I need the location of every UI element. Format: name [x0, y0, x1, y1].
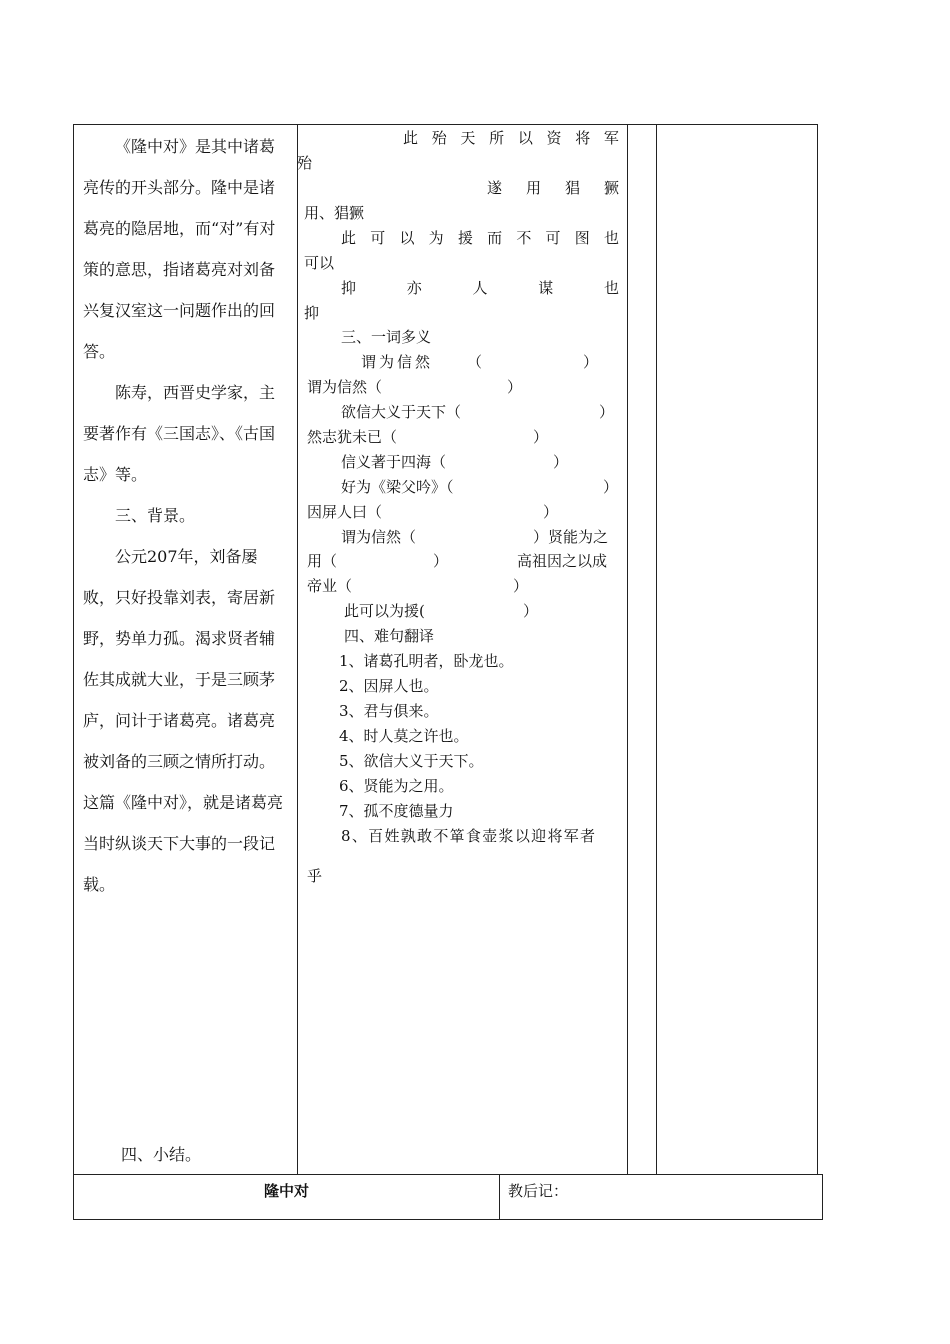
- translation-item: 2、因屏人也。: [339, 677, 439, 695]
- left-column: [83, 126, 289, 1164]
- column-divider: [627, 124, 628, 1175]
- vocab-char: 遂: [487, 179, 503, 197]
- translation-item: 1、诸葛孔明者，卧龙也。: [339, 652, 514, 670]
- polysemy-item: 欲信大义于天下（: [341, 403, 462, 421]
- close-paren: ）: [433, 552, 449, 570]
- polysemy-item: 谓为信然: [361, 353, 434, 371]
- vocab-text: [403, 128, 619, 148]
- vocab-char: 谋: [538, 279, 554, 297]
- vocab-answer: 抑: [304, 304, 320, 322]
- vocab-text: [487, 178, 619, 198]
- author-paragraph: 陈寿，西晋史学家，主要著作有《三国志》、《古国志》等。: [83, 383, 276, 484]
- background-paragraph: 公元207年，刘备屡败，只好投靠刘表，寄居新野，势单力孤。渴求贤者辅佐其成就大业，于是三顾茅庐，问计于诸葛亮。诸葛亮被刘备的三顾之情所打动。这篇《隆中对》，就是诸葛亮当时纵谈天下大事的一段记载。: [83, 547, 284, 894]
- polysemy-item: 好为《梁父吟》（: [341, 478, 454, 496]
- vocab-text: [341, 228, 619, 248]
- vocab-char: 为: [428, 229, 444, 247]
- vocab-char: 也: [603, 279, 619, 297]
- polysemy-item: 用（: [307, 552, 338, 570]
- vocab-char: 人: [472, 279, 488, 297]
- vocab-char: 资: [546, 129, 562, 147]
- vocab-text: [341, 278, 619, 298]
- vocab-char: 可: [545, 229, 561, 247]
- polysemy-item: 帝业（: [307, 577, 353, 595]
- vocab-char: 天: [460, 129, 476, 147]
- vocab-line: [341, 278, 619, 298]
- vocab-char: 亦: [406, 279, 422, 297]
- translation-item-end: 乎: [307, 867, 323, 885]
- vocab-char: 以: [399, 229, 415, 247]
- summary-heading: 四、小结。: [121, 1145, 202, 1164]
- translation-item: 4、时人莫之许也。: [339, 727, 469, 745]
- vocab-char: 獗: [603, 179, 619, 197]
- vocab-char: 也: [603, 229, 619, 247]
- open-paren: （: [467, 353, 483, 371]
- close-paren: ）: [533, 428, 549, 446]
- vocab-answer: 用、猖獗: [304, 204, 365, 222]
- vocab-char: 用: [525, 179, 541, 197]
- intro-paragraph: 《隆中对》是其中诸葛亮传的开头部分。隆中是诸葛亮的隐居地，而“对”有对策的意思，指诸葛亮对刘备兴复汉室这一问题作出的回答。: [83, 137, 276, 361]
- polysemy-heading: 三、一词多义: [341, 328, 432, 346]
- close-paren: ）: [513, 577, 529, 595]
- column-divider: [499, 1175, 500, 1219]
- lesson-title: 隆中对: [263, 1182, 309, 1200]
- vocab-answer: 殆: [297, 154, 313, 172]
- vocab-char: 所: [489, 129, 505, 147]
- polysemy-item: 此可以为援(: [344, 602, 425, 620]
- vocab-char: 殆: [431, 129, 447, 147]
- vocab-char: 而: [487, 229, 503, 247]
- close-paren: ）: [553, 453, 569, 471]
- column-divider: [297, 124, 298, 1175]
- post-lesson-note-label: 教后记：: [508, 1182, 569, 1200]
- close-paren: ）: [543, 503, 559, 521]
- background-heading: 三、背景。: [115, 506, 196, 525]
- vocab-line: [403, 128, 619, 148]
- translation-item: 8、百姓孰敢不箪食壶浆以迎将军者: [341, 827, 597, 845]
- vocab-char: 援: [457, 229, 473, 247]
- translation-item: 7、孤不度德量力: [339, 802, 454, 820]
- vocab-answer: 可以: [304, 254, 335, 272]
- polysemy-item: ）贤能为之: [533, 528, 609, 546]
- polysemy-item: 高祖因之以成: [517, 552, 608, 570]
- vocab-char: 图: [574, 229, 590, 247]
- close-paren: ）: [523, 602, 539, 620]
- close-paren: ）: [507, 378, 523, 396]
- vocab-char: 此: [403, 129, 419, 147]
- translation-item: 3、君与俱来。: [339, 702, 439, 720]
- vocab-line: [487, 178, 619, 198]
- polysemy-item: 谓为信然（: [341, 528, 417, 546]
- polysemy-item: 谓为信然（: [307, 378, 383, 396]
- vocab-char: 军: [603, 129, 619, 147]
- close-paren: ）: [599, 403, 615, 421]
- close-paren: ）: [583, 353, 599, 371]
- polysemy-item: 因屏人曰（: [307, 503, 383, 521]
- polysemy-item: 信义著于四海（: [341, 453, 447, 471]
- close-paren: ）: [603, 478, 619, 496]
- vocab-char: 猖: [564, 179, 580, 197]
- translation-item: 5、欲信大义于天下。: [339, 752, 484, 770]
- vocab-char: 将: [575, 129, 591, 147]
- polysemy-item: 然志犹未已（: [307, 428, 398, 446]
- vocab-line: [341, 228, 619, 248]
- vocab-char: 不: [516, 229, 532, 247]
- translation-item: 6、贤能为之用。: [339, 777, 454, 795]
- footer-row: [73, 1174, 823, 1220]
- vocab-char: 抑: [341, 279, 357, 297]
- translation-heading: 四、难句翻译: [344, 627, 435, 645]
- vocab-char: 此: [341, 229, 357, 247]
- vocab-char: 以: [517, 129, 533, 147]
- vocab-char: 可: [370, 229, 386, 247]
- column-divider: [656, 124, 657, 1175]
